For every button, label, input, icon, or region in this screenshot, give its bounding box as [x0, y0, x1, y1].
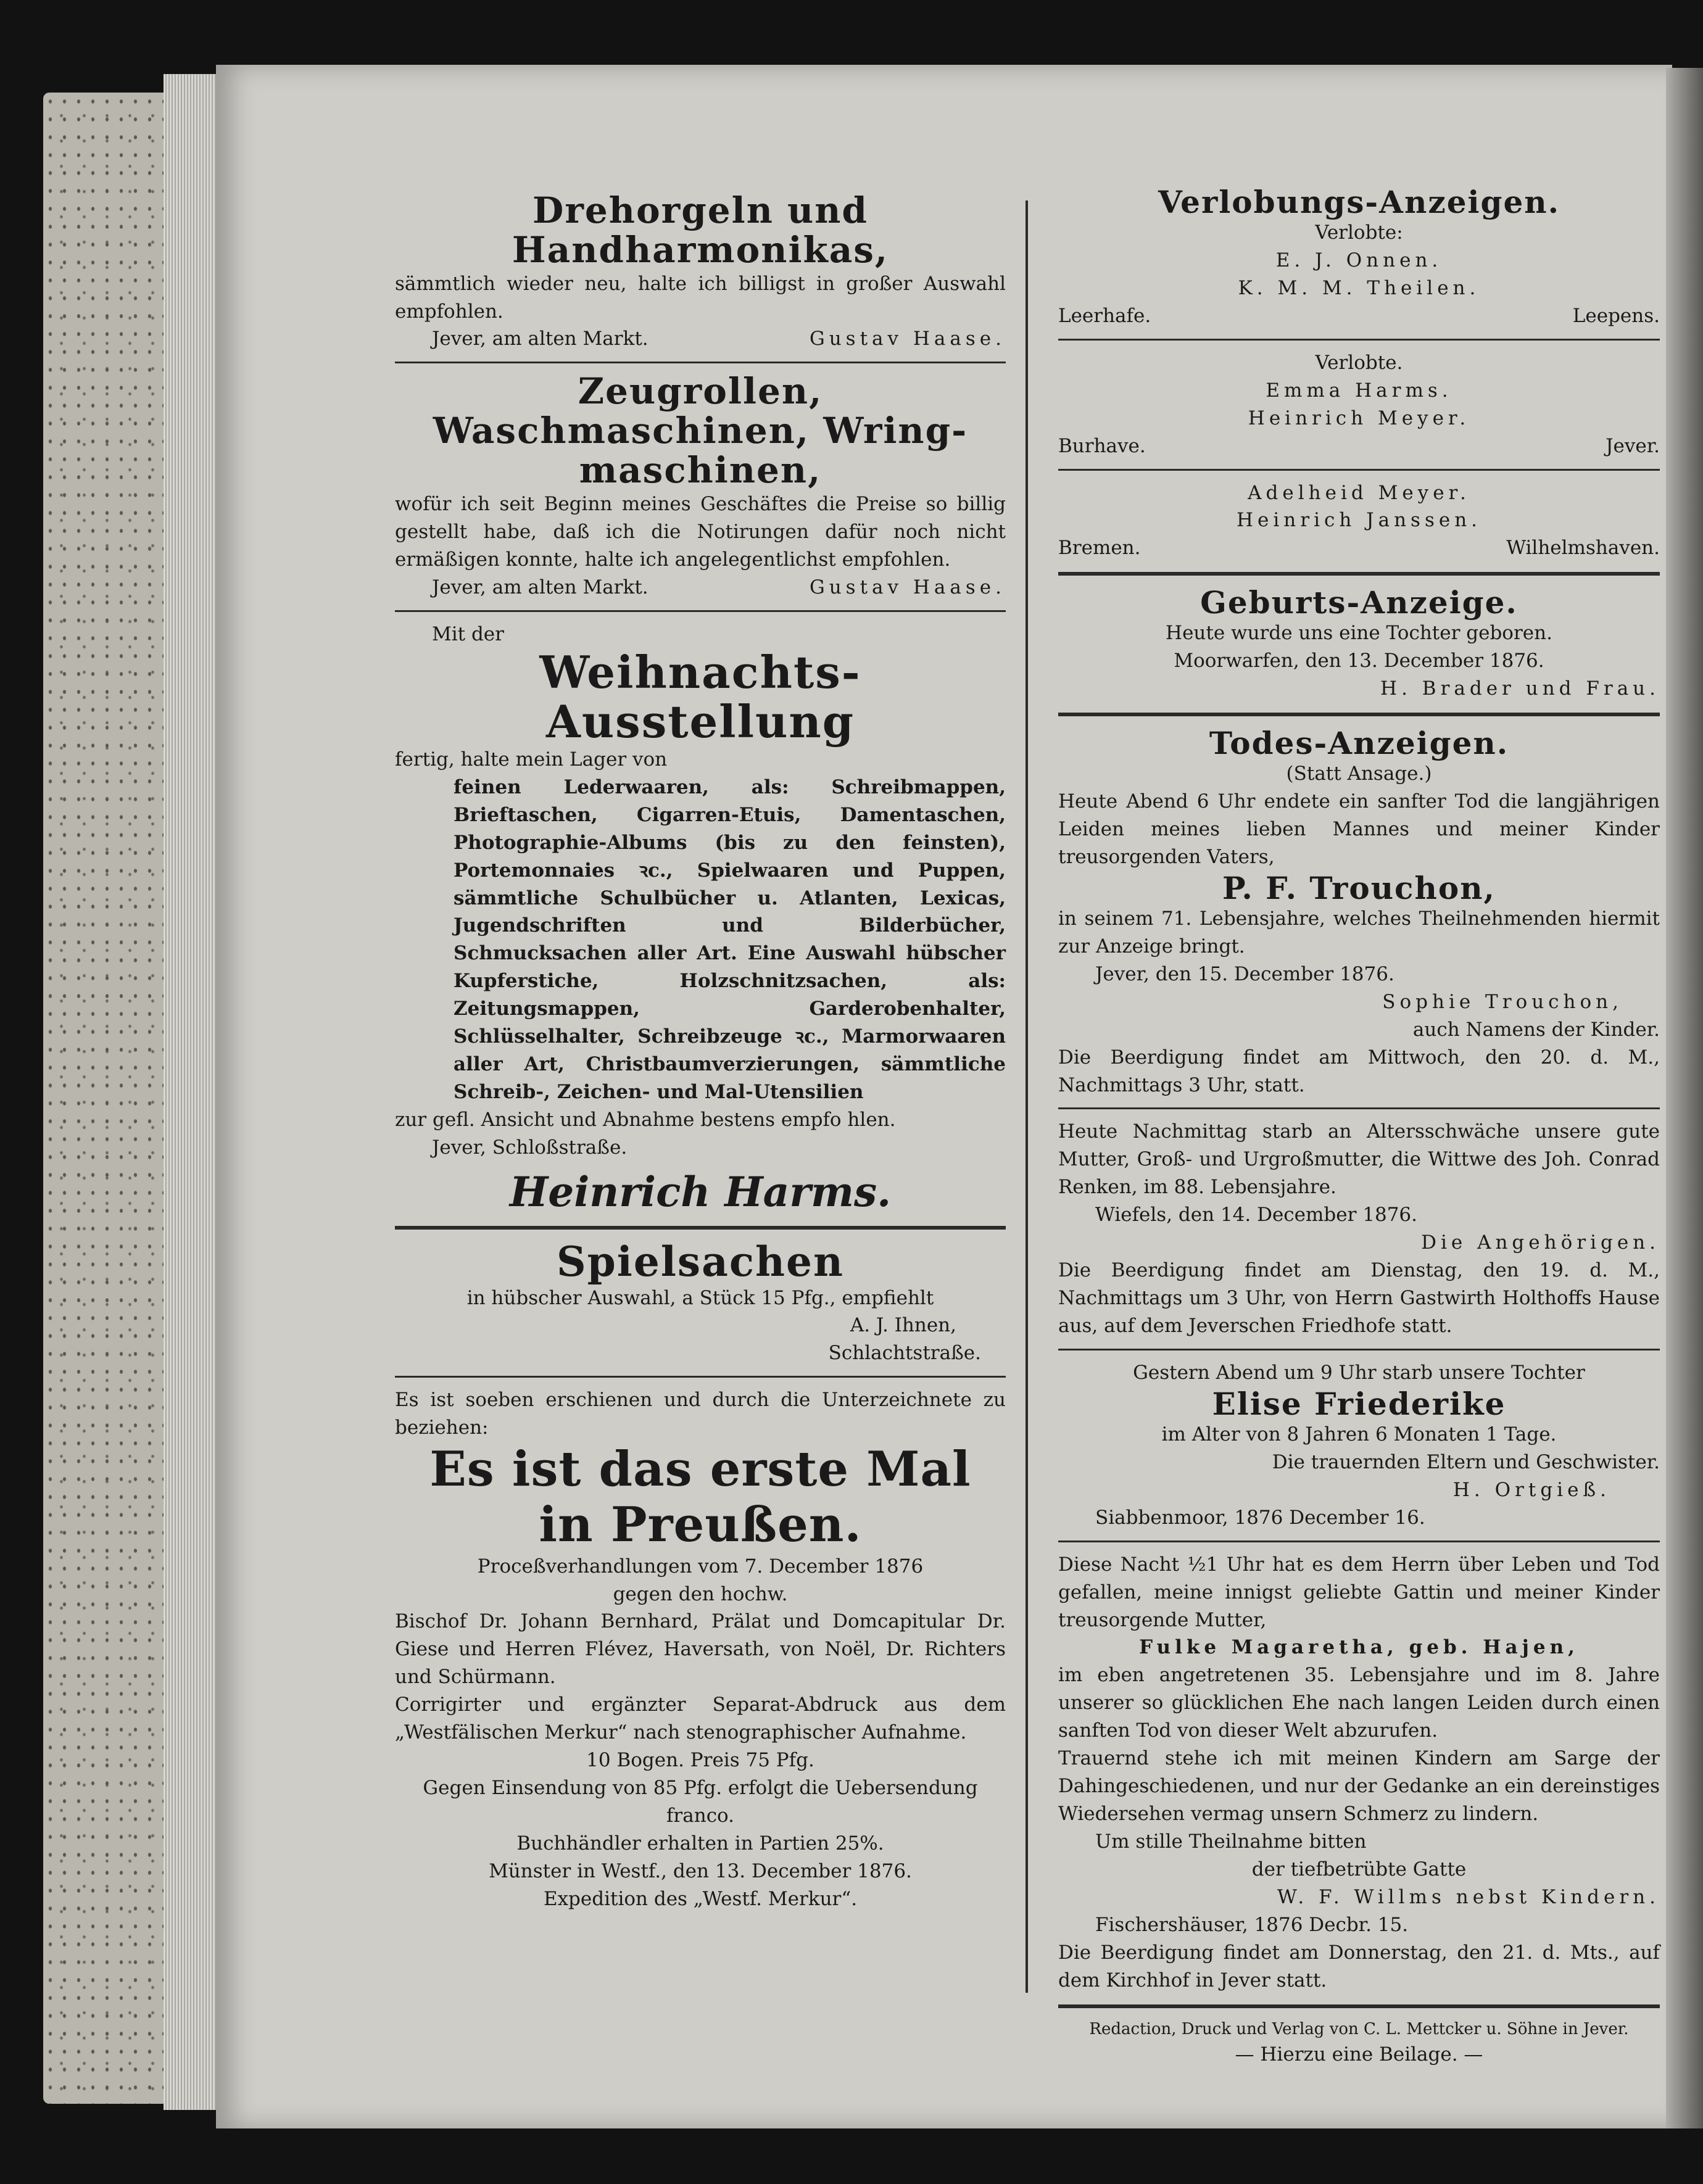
- ad-title: Spielsachen: [556, 1237, 845, 1286]
- separator: [1058, 1349, 1660, 1351]
- ad-name: Gustav Haase.: [809, 576, 1006, 598]
- couple-name: E. J. Onnen.: [1275, 249, 1443, 271]
- deceased-name: Elise Friederike: [1212, 1385, 1506, 1422]
- section-title: Verlobungs-Anzeigen.: [1158, 184, 1560, 220]
- ad-line: gegen den hochw.: [613, 1582, 788, 1605]
- deceased-name: Fulke Magaretha, geb. Hajen,: [1139, 1636, 1579, 1659]
- text: im Alter von 8 Jahren 6 Monaten 1 Tage.: [1161, 1423, 1557, 1446]
- ad-line: Münster in Westf., den 13. December 1876.: [489, 1859, 912, 1882]
- place-row: [1058, 432, 1660, 460]
- signature: H. Brader und Frau.: [1380, 677, 1660, 700]
- engagement-notices: [1058, 185, 1660, 562]
- couple-name: Emma Harms.: [1266, 379, 1452, 402]
- signature: Die Angehörigen.: [1421, 1231, 1660, 1254]
- column-divider: [1026, 201, 1028, 1993]
- ad-outro: zur gefl. Ansicht und Abnahme bestens empfo hlen.: [395, 1109, 896, 1131]
- birth-notice: [1058, 585, 1660, 703]
- separator: [1058, 339, 1660, 341]
- ad-line: Proceßverhandlungen vom 7. December 1876: [477, 1555, 924, 1578]
- ad-body: wofür ich seit Beginn meines Geschäftes die Preise so billig gestellt habe, daß ich die Notirungen dafür noch nicht ermäßigen konnte, halte ich angelegentlichst empfohlen.: [395, 492, 1006, 571]
- separator: [395, 610, 1006, 612]
- book-spine: [43, 93, 167, 2104]
- ad-name: A. J. Ihnen,: [850, 1314, 956, 1337]
- separator: [1058, 2004, 1660, 2008]
- ad-body: sämmtlich wieder neu, halte ich billigst in großer Auswahl empfohlen.: [395, 272, 1006, 323]
- text: Die Beerdigung findet am Mittwoch, den 20. d. M., Nachmittags 3 Uhr, statt.: [1058, 1046, 1660, 1096]
- next-page-edge: [1666, 68, 1703, 2128]
- ad-body: in hübscher Auswahl, a Stück 15 Pfg., empfiehlt: [466, 1286, 934, 1309]
- ad-weihnachts: [395, 621, 1006, 1216]
- text: Trauernd stehe ich mit meinen Kindern am Sarge der Dahingeschiedenen, und nur der Gedanke an ein dereinstiges Wiedersehen vermag unsern Schmerz zu lindern.: [1058, 1747, 1660, 1826]
- date: Jever, den 15. December 1876.: [1095, 962, 1394, 985]
- ad-line: 10 Bogen. Preis 75 Pfg.: [586, 1749, 814, 1772]
- ad-signature-row: [395, 574, 1006, 602]
- ad-street: Schlachtstraße.: [828, 1342, 981, 1365]
- date: Wiefels, den 14. December 1876.: [1095, 1204, 1418, 1226]
- supplement-note: — Hierzu eine Beilage. —: [1235, 2043, 1483, 2066]
- couple-name: Heinrich Janssen.: [1236, 509, 1482, 532]
- separator: [1058, 713, 1660, 716]
- separator: [1058, 469, 1660, 471]
- signature: auch Namens der Kinder.: [1412, 1018, 1660, 1041]
- ad-preussen: [395, 1386, 1006, 1913]
- section-title: Geburts-Anzeige.: [1200, 584, 1518, 621]
- ad-name: Gustav Haase.: [809, 328, 1006, 350]
- date: Fischershäuser, 1876 Decbr. 15.: [1095, 1913, 1409, 1936]
- text: Heute wurde uns eine Tochter geboren.: [1166, 622, 1552, 645]
- text: Die Beerdigung findet am Dienstag, den 19. d. M., Nachmittags um 3 Uhr, von Herrn Gastwirth Holthoffs Hause aus, auf dem Jeverschen Friedhofe statt.: [1058, 1259, 1660, 1337]
- date: Siabbenmoor, 1876 December 16.: [1095, 1506, 1425, 1529]
- ad-zeugrollen: [395, 372, 1006, 601]
- right-column: [1058, 185, 1660, 2069]
- ad-spielsachen: [395, 1239, 1006, 1367]
- text: der tiefbetrübte Gatte: [1251, 1858, 1467, 1880]
- ad-place: Jever, Schloßstraße.: [432, 1136, 628, 1159]
- ad-signature: Heinrich Harms.: [509, 1167, 892, 1216]
- left-column: [395, 191, 1006, 1913]
- signature: Sophie Trouchon,: [1382, 990, 1623, 1013]
- couple-name: K. M. M. Theilen.: [1238, 276, 1480, 299]
- imprint: [1058, 2018, 1660, 2069]
- signature: W. F. Willms nebst Kindern.: [1277, 1885, 1660, 1908]
- couple-name: Adelheid Meyer.: [1248, 481, 1470, 504]
- separator: [1058, 572, 1660, 576]
- ad-title: Drehorgeln und Handharmonikas,: [512, 189, 889, 271]
- separator: [1058, 1107, 1660, 1109]
- text: im eben angetretenen 35. Lebensjahre und im 8. Jahre unserer so glücklichen Ehe nach langen Leiden durch einen sanften Tod von dieser Welt abzurufen.: [1058, 1664, 1660, 1742]
- text: Um stille Theilnahme bitten: [1095, 1830, 1367, 1853]
- text: Heute Nachmittag starb an Altersschwäche unsere gute Mutter, Groß- und Urgroßmutter, die Wittwe des Joh. Conrad Renken, im 88. Lebensjahre.: [1058, 1120, 1660, 1199]
- ad-drehorgeln: [395, 191, 1006, 353]
- label: Verlobte.: [1315, 351, 1403, 374]
- ad-intro: Es ist soeben erschienen und durch die Unterzeichnete zu beziehen:: [395, 1389, 1006, 1439]
- place: Leerhafe.: [1058, 304, 1151, 327]
- place-row: [1058, 534, 1660, 562]
- text: in seinem 71. Lebensjahre, welches Theilnehmenden hiermit zur Anzeige bringt.: [1058, 907, 1660, 958]
- place-row: [1058, 302, 1660, 330]
- ad-signature-row: [395, 325, 1006, 353]
- ad-place: Jever, am alten Markt.: [432, 576, 648, 598]
- ad-line: Buchhändler erhalten in Partien 25%.: [516, 1832, 884, 1855]
- ad-line: Corrigirter und ergänzter Separat-Abdruck aus dem „Westfälischen Merkur“ nach stenographischer Aufnahme.: [395, 1694, 1006, 1744]
- ad-title-1: Es ist das erste Mal: [429, 1441, 971, 1498]
- separator: [395, 1226, 1006, 1230]
- place: Leepens.: [1572, 304, 1660, 327]
- signature: Die trauernden Eltern und Geschwister.: [1272, 1450, 1660, 1473]
- text: Gestern Abend um 9 Uhr starb unsere Tochter: [1133, 1361, 1585, 1384]
- ad-line: Expedition des „Westf. Merkur“.: [543, 1887, 858, 1910]
- place: Wilhelmshaven.: [1506, 537, 1660, 560]
- place: Jever.: [1606, 434, 1660, 457]
- deceased-name: P. F. Trouchon,: [1222, 869, 1496, 906]
- section-title: Todes-Anzeigen.: [1209, 725, 1509, 762]
- label: Verlobte:: [1315, 221, 1403, 244]
- death-notices: [1058, 726, 1660, 1995]
- ad-line: Gegen Einsendung von 85 Pfg. erfolgt die Uebersendung franco.: [423, 1777, 978, 1827]
- subtitle: (Statt Ansage.): [1286, 763, 1432, 785]
- separator: [395, 1376, 1006, 1378]
- text: Diese Nacht ½1 Uhr hat es dem Herrn über Leben und Tod gefallen, meine innigst geliebte Gattin und meiner Kinder treusorgende Mutter,: [1058, 1553, 1660, 1631]
- separator: [1058, 1541, 1660, 1542]
- place: Bremen.: [1058, 537, 1141, 560]
- imprint-text: Redaction, Druck und Verlag von C. L. Mettcker u. Söhne in Jever.: [1089, 2019, 1629, 2038]
- couple-name: Heinrich Meyer.: [1248, 407, 1470, 429]
- separator: [395, 362, 1006, 363]
- ad-line: Bischof Dr. Johann Bernhard, Prälat und Domcapitular Dr. Giese und Herren Flévez, Haversath, von Noël, Dr. Richters und Schürmann.: [395, 1610, 1006, 1689]
- text: Moorwarfen, den 13. December 1876.: [1174, 650, 1544, 672]
- ad-title-2: in Preußen.: [539, 1496, 862, 1553]
- place: Burhave.: [1058, 434, 1146, 457]
- ad-body: feinen Lederwaaren, als: Schreibmappen, Brieftaschen, Cigarren-Etuis, Damentaschen, Photographie-Albums (bis zu den feinsten), Portemonnaies ꝛc., Spielwaaren und Puppen, sämmtliche Schulbücher u. Atlanten, Lexicas, Jugendschriften und Bilderbücher, Schmucksachen aller Art. Eine Auswahl hübscher Kupferstiche, Holzschnitzsachen, als: Zeitungsmappen, Garderobenhalter, Schlüsselhalter, Schreibzeuge ꝛc., Marmorwaaren aller Art, Christbaumverzierungen, sämmtliche Schreib-, Zeichen- und Mal-Utensilien: [454, 776, 1006, 1104]
- text: Heute Abend 6 Uhr endete ein sanfter Tod die langjährigen Leiden meines lieben Mannes und meiner Kinder treusorgenden Vaters,: [1058, 790, 1660, 868]
- ad-title: Weihnachts-Ausstellung: [539, 646, 861, 748]
- ad-title: Zeugrollen, Waschmaschinen, Wring-maschinen,: [433, 370, 968, 491]
- ad-pre: Mit der: [432, 623, 504, 645]
- text: Die Beerdigung findet am Donnerstag, den 21. d. Mts., auf dem Kirchhof in Jever statt.: [1058, 1941, 1660, 1992]
- signature: H. Ortgieß.: [1452, 1478, 1610, 1501]
- ad-place: Jever, am alten Markt.: [432, 328, 648, 350]
- ad-intro: fertig, halte mein Lager von: [395, 748, 668, 771]
